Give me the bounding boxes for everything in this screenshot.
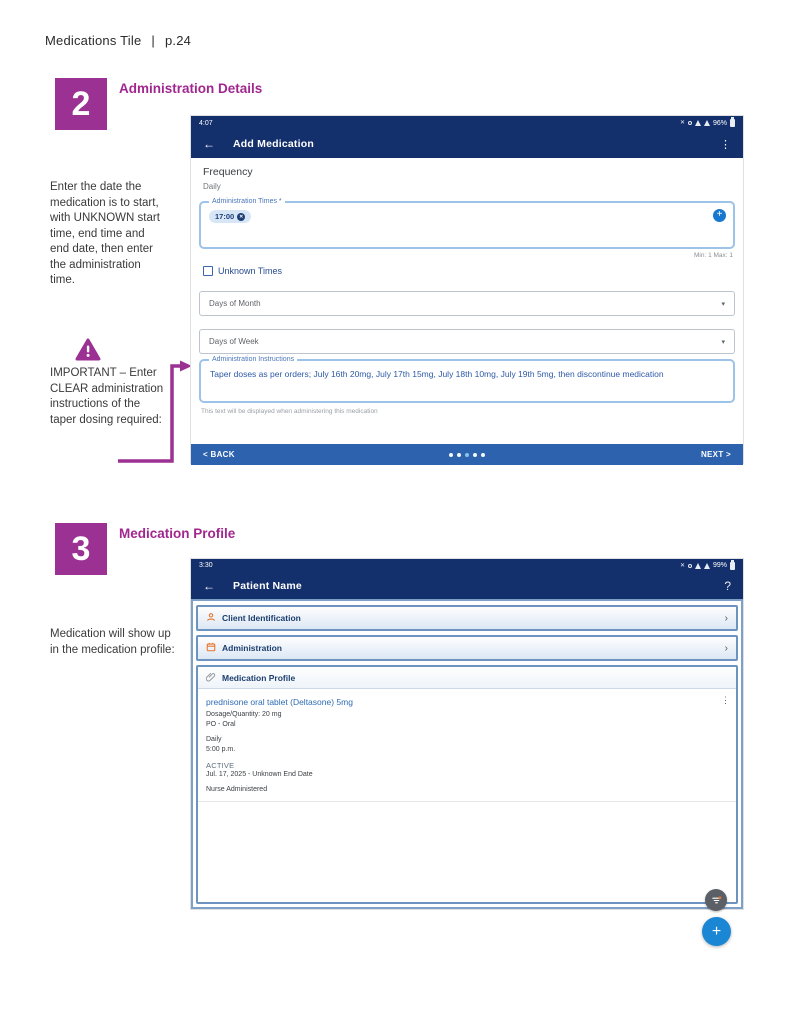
add-time-button[interactable]: + <box>713 209 726 222</box>
instructions-helper-text: This text will be displayed when administering this medication <box>201 408 378 415</box>
screen-title: Patient Name <box>233 579 302 592</box>
chevron-down-icon: ▾ <box>721 338 725 346</box>
frequency-value: Daily <box>203 182 221 191</box>
min-max-helper: Min: 1 Max: 1 <box>693 252 733 259</box>
location-icon <box>688 121 692 125</box>
battery-percent: 96% <box>712 119 727 127</box>
step-2-badge: 2 <box>55 78 107 130</box>
status-time: 4:07 <box>199 119 213 127</box>
status-bar <box>191 559 743 572</box>
section-client-identification[interactable] <box>196 605 738 631</box>
status-time: 3:30 <box>199 562 213 569</box>
medication-name: prednisone oral tablet (Deltasone) 5mg <box>206 697 353 707</box>
form-body <box>191 158 743 444</box>
days-of-month-dropdown[interactable] <box>199 291 735 316</box>
wifi-icon <box>695 563 701 569</box>
administration-instructions-field[interactable] <box>199 356 735 403</box>
page-indicator <box>191 453 743 457</box>
unknown-times-label: Unknown Times <box>218 266 283 276</box>
status-icons <box>680 562 735 570</box>
battery-icon <box>730 119 735 127</box>
signal-icon <box>704 563 710 569</box>
step-3-badge: 3 <box>55 523 107 575</box>
battery-icon <box>730 562 735 570</box>
chevron-down-icon: ▾ <box>721 300 725 308</box>
signal-icon <box>704 120 710 126</box>
warning-icon <box>75 338 101 367</box>
pointer-arrow <box>115 358 200 475</box>
back-arrow-icon[interactable]: ← <box>203 137 215 151</box>
app-bar <box>191 130 743 158</box>
section-label: Medication Profile <box>222 672 296 683</box>
administration-instructions-value: Taper doses as per orders; July 16th 20mg, July 17th 15mg, July 18th 10mg, July 19th 5mg, then discontinue medication <box>210 369 664 379</box>
doc-title: Medications Tile <box>45 33 142 48</box>
unknown-times-checkbox[interactable] <box>203 266 213 276</box>
chevron-right-icon: › <box>724 642 728 654</box>
time-chip-value: 17:00 <box>215 212 235 221</box>
section-label: Administration <box>222 643 282 653</box>
medication-card[interactable] <box>198 689 736 802</box>
chip-remove-icon[interactable]: ✕ <box>239 213 244 220</box>
next-button[interactable]: NEXT > <box>700 450 731 459</box>
doc-page-number: p.24 <box>165 33 192 48</box>
step-2-important-note: IMPORTANT – Enter CLEAR administration instructions of the taper dosing required: <box>50 367 164 426</box>
paperclip-icon <box>206 669 216 687</box>
step-2-title: Administration Details <box>119 81 263 96</box>
status-bar <box>191 116 743 130</box>
screenshot-patient-profile <box>190 558 744 940</box>
person-icon <box>206 609 216 627</box>
overflow-menu-icon[interactable]: ⋮ <box>720 138 731 151</box>
filter-icon <box>711 895 722 906</box>
days-of-week-label: Days of Week <box>209 337 259 346</box>
administration-instructions-label: Administration Instructions <box>209 356 297 363</box>
time-chip <box>209 210 251 223</box>
kebab-menu-icon[interactable]: ⋮ <box>721 695 730 705</box>
battery-percent: 99% <box>712 562 727 569</box>
medication-administered-by: Nurse Administered <box>206 785 268 793</box>
app-bar <box>191 572 743 599</box>
back-button[interactable]: < BACK <box>203 450 235 459</box>
wizard-nav-bar <box>191 444 743 465</box>
medication-time: 5:00 p.m. <box>206 746 236 754</box>
screenshot-add-medication <box>190 115 744 464</box>
medication-dosage: Dosage/Quantity: 20 mg <box>206 711 282 718</box>
frequency-label: Frequency <box>203 166 253 178</box>
medication-status-badge: ACTIVE <box>206 760 235 770</box>
doc-separator: | <box>151 33 155 48</box>
plus-icon: + <box>711 922 722 940</box>
section-administration[interactable] <box>196 635 738 661</box>
days-of-week-dropdown[interactable] <box>199 329 735 354</box>
administration-times-field[interactable] <box>199 198 735 249</box>
add-medication-fab[interactable] <box>702 917 731 946</box>
help-icon[interactable]: ? <box>724 578 731 593</box>
medication-route: PO - Oral <box>206 721 236 729</box>
calendar-icon <box>206 639 216 657</box>
step-3-note: Medication will show up in the medication profile: <box>50 628 175 656</box>
location-icon <box>688 564 692 568</box>
medication-frequency: Daily <box>206 736 222 744</box>
medication-profile-header[interactable] <box>198 667 736 689</box>
screen-title: Add Medication <box>233 138 314 150</box>
chevron-right-icon: › <box>724 612 728 624</box>
medication-date-range: Jul. 17, 2025 - Unknown End Date <box>206 770 313 778</box>
filter-fab[interactable] <box>705 889 727 911</box>
back-arrow-icon[interactable]: ← <box>203 578 215 593</box>
mute-icon: ✕ <box>679 562 685 569</box>
unknown-times-row <box>203 266 282 276</box>
administration-times-label: Administration Times * <box>209 198 285 205</box>
step-2-note: Enter the date the medication is to start, with UNKNOWN start time, end time and end date, then enter the administration time. <box>50 181 160 287</box>
profile-content <box>191 599 743 940</box>
days-of-month-label: Days of Month <box>209 299 261 308</box>
section-medication-profile <box>196 665 738 904</box>
status-icons <box>680 119 735 127</box>
mute-icon: ✕ <box>679 120 685 126</box>
doc-header <box>45 33 191 48</box>
section-label: Client Identification <box>222 613 301 623</box>
wifi-icon <box>695 120 701 126</box>
step-3-title: Medication Profile <box>119 526 236 541</box>
